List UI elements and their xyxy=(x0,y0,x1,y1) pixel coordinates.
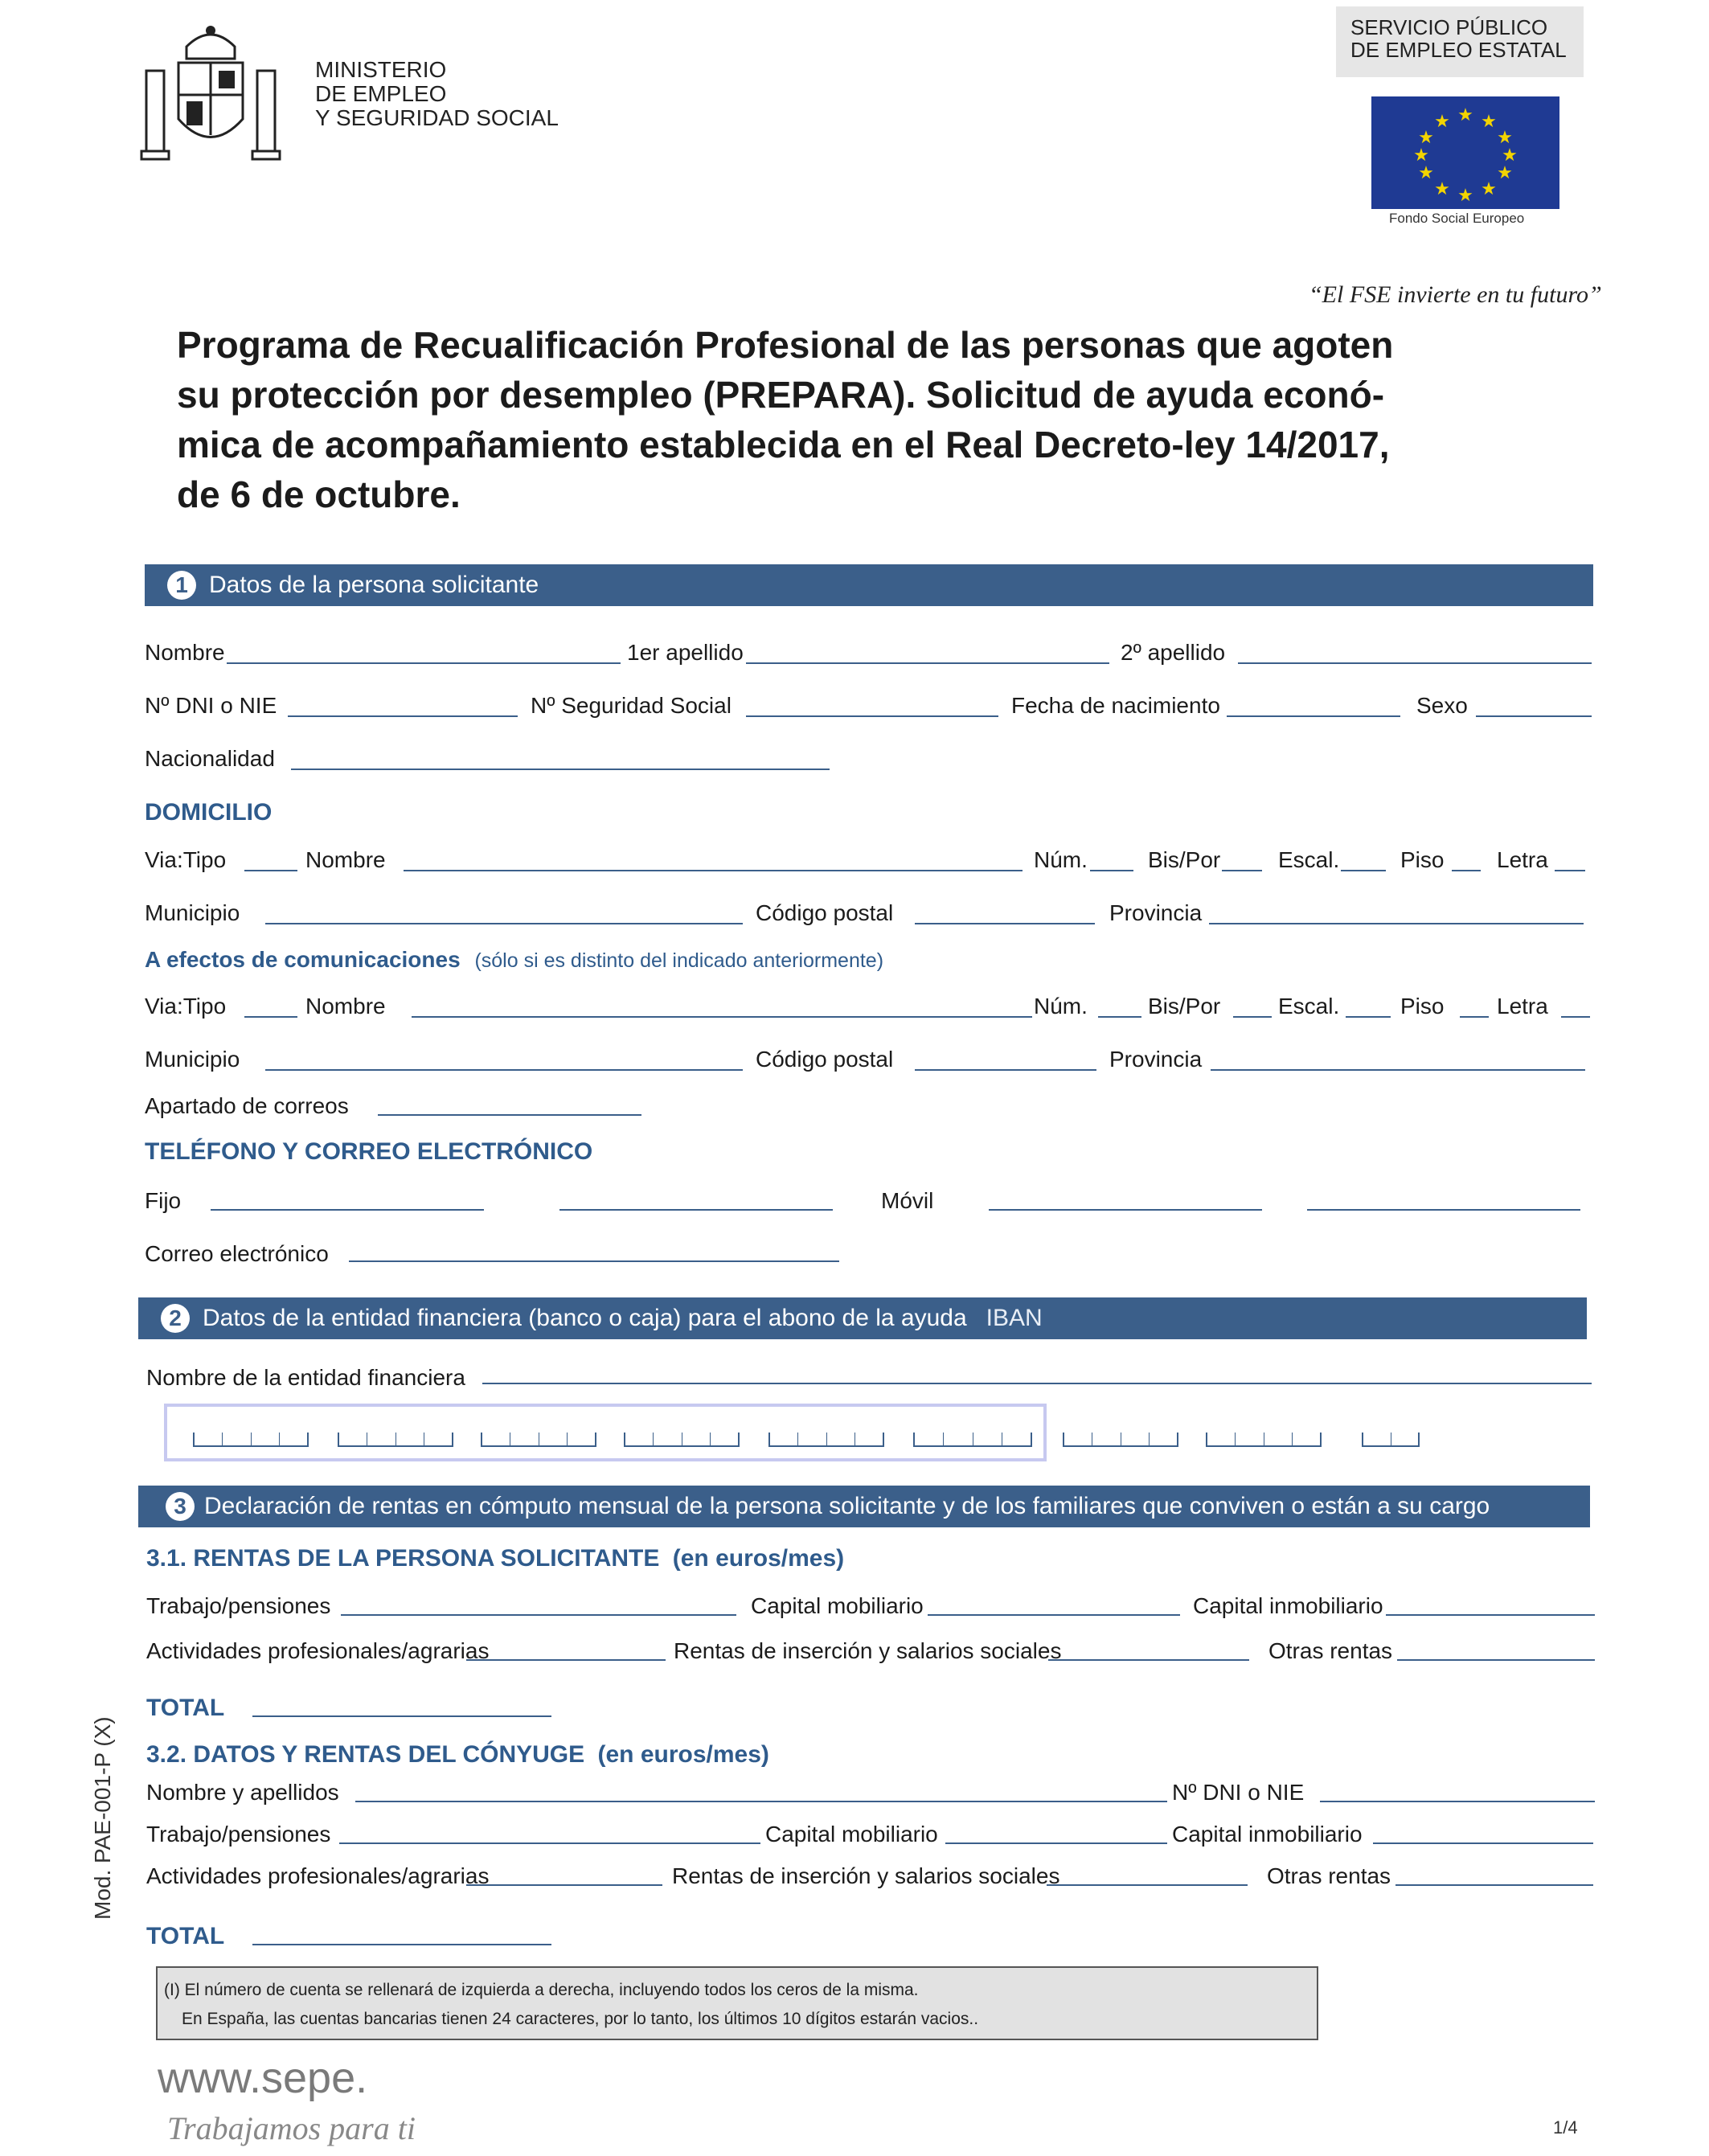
num-label: Núm. xyxy=(1034,847,1088,872)
iban-box-group[interactable] xyxy=(1362,1433,1420,1447)
section-title: Declaración de rentas en cómputo mensual de la persona solicitante y de los familiares que conviven o están a su cargo xyxy=(204,1493,1490,1519)
conyuge-insercion-field[interactable] xyxy=(1047,1884,1248,1886)
cap-mob-field[interactable] xyxy=(928,1614,1180,1616)
fse-motto: “El FSE invierte en tu futuro” xyxy=(1309,281,1602,308)
conyuge-otras-label: Otras rentas xyxy=(1267,1863,1391,1888)
fijo-label: Fijo xyxy=(145,1188,182,1213)
municipio-field[interactable] xyxy=(265,923,743,924)
conyuge-total-field[interactable] xyxy=(252,1944,551,1945)
section-title: Datos de la entidad financiera (banco o caja) para el abono de la ayuda xyxy=(203,1305,967,1331)
com-escal-field[interactable] xyxy=(1346,1016,1391,1018)
movil-field-2[interactable] xyxy=(1307,1209,1580,1211)
apellido2-field[interactable] xyxy=(1238,662,1592,664)
com-num-field[interactable] xyxy=(1098,1016,1141,1018)
conyuge-cap-mob-label: Capital mobiliario xyxy=(765,1822,938,1847)
iban-box-group[interactable] xyxy=(913,1433,1032,1447)
conyuge-trabajo-field[interactable] xyxy=(339,1842,760,1844)
com-provincia-field[interactable] xyxy=(1211,1069,1585,1071)
conyuge-cap-inmob-field[interactable] xyxy=(1373,1842,1593,1844)
conyuge-actividades-label: Actividades profesionales/agrarias xyxy=(146,1863,490,1888)
sepe-line: DE EMPLEO ESTATAL xyxy=(1350,38,1567,62)
section-2-header xyxy=(138,1297,1587,1339)
total-label: TOTAL xyxy=(146,1695,225,1721)
via-tipo-label: Via:Tipo xyxy=(145,847,227,872)
form-code: Mod. PAE-001-P (X) xyxy=(90,1716,115,1920)
com-letra-field[interactable] xyxy=(1561,1016,1590,1018)
com-bis-por-field[interactable] xyxy=(1233,1016,1272,1018)
iban-box-group[interactable] xyxy=(481,1433,596,1447)
iban-box-group[interactable] xyxy=(624,1433,740,1447)
codigo-postal-label: Código postal xyxy=(756,900,894,925)
otras-label: Otras rentas xyxy=(1268,1638,1393,1663)
iban-box-group[interactable] xyxy=(1063,1433,1178,1447)
via-tipo-field[interactable] xyxy=(244,870,297,871)
piso-field[interactable] xyxy=(1452,870,1481,871)
contacto-heading: TELÉFONO Y CORREO ELECTRÓNICO xyxy=(145,1138,593,1165)
ministry-name xyxy=(315,58,559,130)
dni-field[interactable] xyxy=(288,715,518,717)
fijo-field-2[interactable] xyxy=(559,1209,833,1211)
trabajo-field[interactable] xyxy=(341,1614,736,1616)
rentas-conyuge-heading xyxy=(146,1741,769,1769)
svg-text:★: ★ xyxy=(1457,186,1473,206)
com-codigo-postal-label: Código postal xyxy=(756,1047,894,1072)
fse-caption: Fondo Social Europeo xyxy=(1389,211,1525,226)
title-line: de 6 de octubre. xyxy=(177,473,461,515)
com-via-tipo-field[interactable] xyxy=(244,1016,297,1018)
nombre-label: Nombre xyxy=(145,640,225,665)
svg-text:★: ★ xyxy=(1481,112,1497,132)
apellido1-field[interactable] xyxy=(746,662,1109,664)
nacionalidad-label: Nacionalidad xyxy=(145,746,275,771)
title-line: mica de acompañamiento establecida en el Real Decreto-ley 14/2017, xyxy=(177,424,1390,465)
sepe-line: SERVICIO PÚBLICO xyxy=(1350,15,1548,39)
movil-field-1[interactable] xyxy=(989,1209,1262,1211)
com-escal-label: Escal. xyxy=(1278,994,1340,1019)
insercion-field[interactable] xyxy=(1048,1659,1249,1661)
section-3-header xyxy=(138,1486,1590,1527)
iban-box-group[interactable] xyxy=(338,1433,453,1447)
actividades-label: Actividades profesionales/agrarias xyxy=(146,1638,490,1663)
total-field[interactable] xyxy=(252,1715,551,1717)
fecha-nacimiento-field[interactable] xyxy=(1227,715,1400,717)
provincia-field[interactable] xyxy=(1209,923,1584,924)
correo-field[interactable] xyxy=(349,1260,839,1262)
note-line-2: En España, las cuentas bancarias tienen 24 caracteres, por lo tanto, los últimos 10 dígitos estarán vacios.. xyxy=(182,2010,979,2028)
nacionalidad-field[interactable] xyxy=(291,769,830,770)
conyuge-trabajo-label: Trabajo/pensiones xyxy=(146,1822,331,1847)
conyuge-cap-inmob-label: Capital inmobiliario xyxy=(1172,1822,1363,1847)
seg-social-field[interactable] xyxy=(746,715,998,717)
page-number: 1/4 xyxy=(1553,2117,1578,2138)
codigo-postal-field[interactable] xyxy=(915,923,1095,924)
iban-box-group[interactable] xyxy=(193,1433,309,1447)
fijo-field-1[interactable] xyxy=(211,1209,484,1211)
section-1-header xyxy=(145,564,1593,606)
municipio-label: Municipio xyxy=(145,900,240,925)
page-title xyxy=(177,320,1543,519)
conyuge-otras-field[interactable] xyxy=(1395,1884,1593,1886)
com-letra-label: Letra xyxy=(1497,994,1548,1019)
bis-por-field[interactable] xyxy=(1222,870,1262,871)
section-number: 2 xyxy=(161,1304,190,1333)
section-title: Datos de la persona solicitante xyxy=(209,572,539,598)
com-via-tipo-label: Via:Tipo xyxy=(145,994,227,1019)
conyuge-dni-field[interactable] xyxy=(1320,1801,1595,1802)
cap-mob-label: Capital mobiliario xyxy=(751,1593,924,1618)
escal-label: Escal. xyxy=(1278,847,1340,872)
title-line: su protección por desempleo (PREPARA). Solicitud de ayuda econó- xyxy=(177,374,1385,416)
title-line: Programa de Recualificación Profesional de las personas que agoten xyxy=(177,324,1394,366)
com-num-label: Núm. xyxy=(1034,994,1088,1019)
conyuge-nombre-field[interactable] xyxy=(355,1801,1167,1802)
conyuge-nombre-label: Nombre y apellidos xyxy=(146,1780,339,1805)
conyuge-dni-label: Nº DNI o NIE xyxy=(1172,1780,1305,1805)
nombre-field[interactable] xyxy=(227,662,621,664)
com-via-nombre-field[interactable] xyxy=(412,1016,1032,1018)
comunicaciones-title: A efectos de comunicaciones xyxy=(145,947,461,972)
via-nombre-field[interactable] xyxy=(404,870,1023,871)
note-line-1: (I) El número de cuenta se rellenará de izquierda a derecha, incluyendo todos los ceros de la misma. xyxy=(164,1981,919,1999)
svg-text:★: ★ xyxy=(1418,128,1434,148)
sexo-field[interactable] xyxy=(1476,715,1592,717)
sepe-logo-box xyxy=(1336,6,1584,77)
coat-of-arms-icon xyxy=(138,14,283,161)
svg-text:★: ★ xyxy=(1418,163,1434,183)
ministry-line: DE EMPLEO xyxy=(315,81,447,106)
correo-label: Correo electrónico xyxy=(145,1241,329,1266)
heading-unit: (en euros/mes) xyxy=(672,1545,845,1572)
provincia-label: Provincia xyxy=(1109,900,1203,925)
insercion-label: Rentas de inserción y salarios sociales xyxy=(674,1638,1062,1663)
apartado-label: Apartado de correos xyxy=(145,1093,349,1118)
svg-text:★: ★ xyxy=(1497,128,1513,148)
com-municipio-label: Municipio xyxy=(145,1047,240,1072)
note-box xyxy=(156,1966,1318,2040)
conyuge-cap-mob-field[interactable] xyxy=(945,1842,1167,1844)
com-via-nombre-label: Nombre xyxy=(305,994,386,1019)
otras-field[interactable] xyxy=(1397,1659,1595,1661)
cap-inmob-field[interactable] xyxy=(1386,1614,1595,1616)
svg-text:★: ★ xyxy=(1413,146,1429,166)
escal-field[interactable] xyxy=(1341,870,1386,871)
eu-flag-icon xyxy=(1371,96,1559,209)
svg-text:★: ★ xyxy=(1497,163,1513,183)
com-municipio-field[interactable] xyxy=(265,1069,743,1071)
fecha-nacimiento-label: Fecha de nacimiento xyxy=(1011,693,1220,718)
iban-box-group[interactable] xyxy=(1206,1433,1322,1447)
slogan: Trabajamos para ti xyxy=(167,2110,416,2146)
iban-label: IBAN xyxy=(986,1305,1043,1331)
heading-unit: (en euros/mes) xyxy=(597,1741,769,1768)
seg-social-label: Nº Seguridad Social xyxy=(531,693,732,718)
comunicaciones-note: (sólo si es distinto del indicado anteriormente) xyxy=(474,949,884,972)
apellido1-label: 1er apellido xyxy=(627,640,744,665)
movil-label: Móvil xyxy=(881,1188,934,1213)
domicilio-heading: DOMICILIO xyxy=(145,799,273,826)
iban-box-group[interactable] xyxy=(768,1433,884,1447)
bis-por-label: Bis/Por xyxy=(1148,847,1221,872)
com-codigo-postal-field[interactable] xyxy=(915,1069,1096,1071)
ministry-line: MINISTERIO xyxy=(315,57,447,82)
svg-text:★: ★ xyxy=(1481,179,1497,199)
heading-text: 3.2. DATOS Y RENTAS DEL CÓNYUGE xyxy=(146,1741,585,1768)
actividades-field[interactable] xyxy=(466,1659,666,1661)
website[interactable]: www.sepe. xyxy=(158,2054,368,2102)
entidad-label: Nombre de la entidad financiera xyxy=(146,1365,465,1390)
apellido2-label: 2º apellido xyxy=(1121,640,1226,665)
apartado-field[interactable] xyxy=(378,1114,641,1116)
conyuge-total-label: TOTAL xyxy=(146,1923,225,1949)
svg-text:★: ★ xyxy=(1457,105,1473,125)
cap-inmob-label: Capital inmobiliario xyxy=(1193,1593,1383,1618)
sexo-label: Sexo xyxy=(1416,693,1468,718)
comunicaciones-heading xyxy=(145,947,883,973)
piso-label: Piso xyxy=(1400,847,1445,872)
via-nombre-label: Nombre xyxy=(305,847,386,872)
heading-text: 3.1. RENTAS DE LA PERSONA SOLICITANTE xyxy=(146,1545,660,1572)
num-field[interactable] xyxy=(1090,870,1133,871)
ministry-line: Y SEGURIDAD SOCIAL xyxy=(315,105,559,130)
dni-label: Nº DNI o NIE xyxy=(145,693,277,718)
svg-text:★: ★ xyxy=(1502,146,1518,166)
com-piso-label: Piso xyxy=(1400,994,1445,1019)
letra-label: Letra xyxy=(1497,847,1548,872)
com-provincia-label: Provincia xyxy=(1109,1047,1203,1072)
trabajo-label: Trabajo/pensiones xyxy=(146,1593,331,1618)
section-number: 3 xyxy=(166,1492,195,1521)
entidad-field[interactable] xyxy=(482,1383,1592,1384)
com-piso-field[interactable] xyxy=(1460,1016,1489,1018)
svg-text:★: ★ xyxy=(1434,179,1450,199)
conyuge-actividades-field[interactable] xyxy=(466,1884,662,1886)
letra-field[interactable] xyxy=(1555,870,1585,871)
com-bis-por-label: Bis/Por xyxy=(1148,994,1221,1019)
rentas-solicitante-heading xyxy=(146,1545,844,1572)
svg-text:★: ★ xyxy=(1434,112,1450,132)
section-number: 1 xyxy=(167,571,196,600)
conyuge-insercion-label: Rentas de inserción y salarios sociales xyxy=(672,1863,1060,1888)
